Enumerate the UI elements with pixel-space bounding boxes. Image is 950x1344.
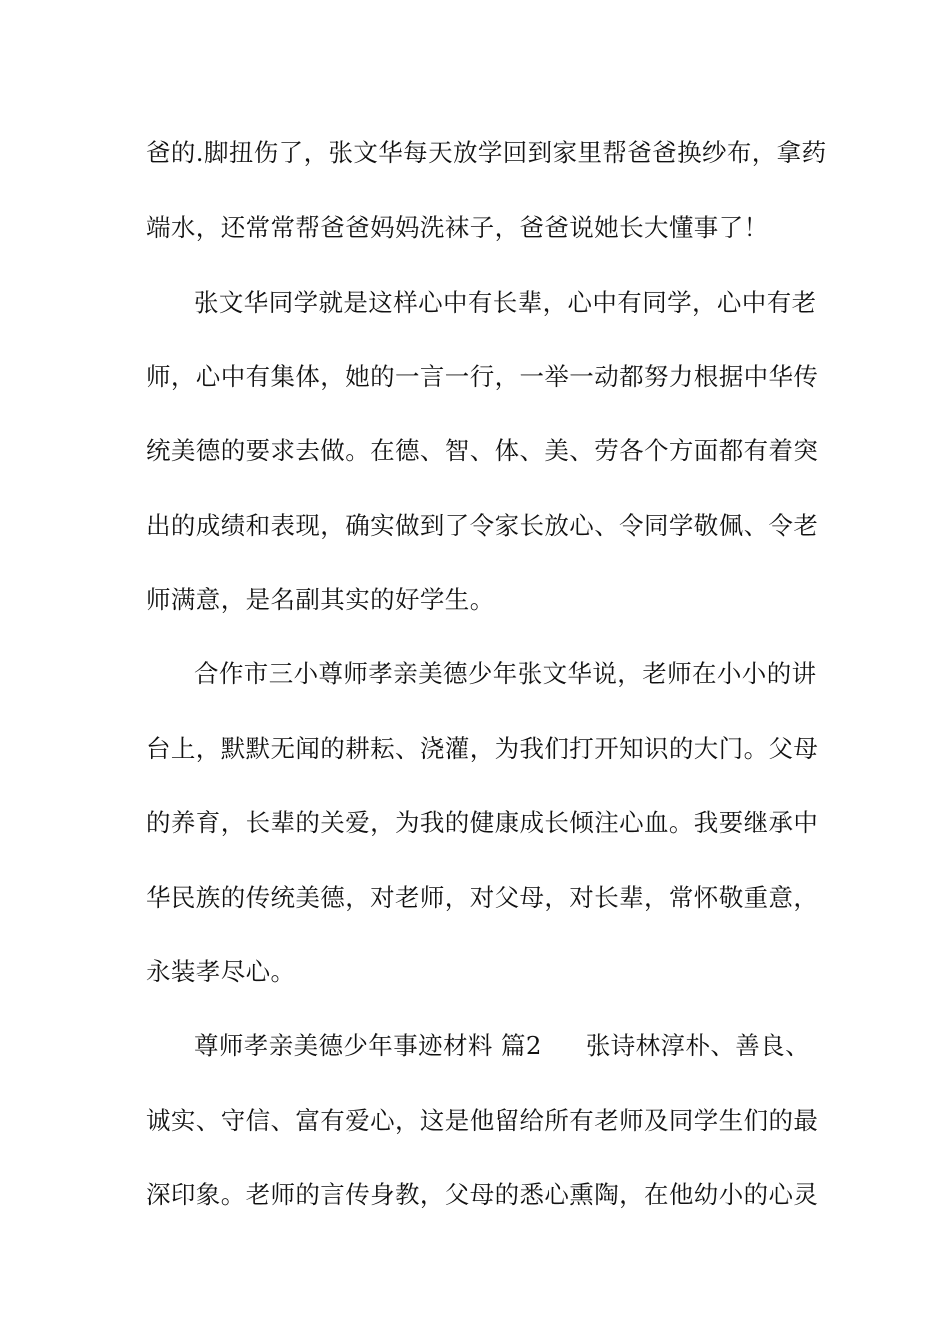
text-line: 出的成绩和表现，确实做到了令家长放心、令同学敬佩、令老 <box>146 511 819 540</box>
text-line: 深印象。老师的言传身教，父母的悉心熏陶，在他幼小的心灵 <box>146 1180 819 1209</box>
section-heading-line <box>194 1031 810 1061</box>
text-line: 爸的.脚扭伤了，张文华每天放学回到家里帮爸爸换纱布，拿药 <box>146 138 827 167</box>
text-line: 永装孝尽心。 <box>146 957 296 986</box>
text-line: 师，心中有集体，她的一言一行，一举一动都努力根据中华传 <box>146 362 819 391</box>
text-line: 华民族的传统美德，对老师，对父母，对长辈，常怀敬重意， <box>146 883 819 912</box>
text-line: 台上，默默无闻的耕耘、浇灌，为我们打开知识的大门。父母 <box>146 734 819 763</box>
section-heading: 尊师孝亲美德少年事迹材料 篇2 <box>194 1031 542 1060</box>
text-line: 的养育，长辈的关爱，为我的健康成长倾注心血。我要继承中 <box>146 808 819 837</box>
paragraph-start-text: 张诗林淳朴、善良、 <box>585 1031 810 1060</box>
text-line: 统美德的要求去做。在德、智、体、美、劳各个方面都有着突 <box>146 436 819 465</box>
paragraph-start-line: 合作市三小尊师孝亲美德少年张文华说，老师在小小的讲 <box>194 659 817 688</box>
text-line: 诚实、守信、富有爱心，这是他留给所有老师及同学生们的最 <box>146 1106 819 1135</box>
text-line: 端水，还常常帮爸爸妈妈洗袜子，爸爸说她长大懂事了！ <box>146 213 769 242</box>
paragraph-start-line: 张文华同学就是这样心中有长辈，心中有同学，心中有老 <box>194 288 817 317</box>
text-line: 师满意，是名副其实的好学生。 <box>146 585 495 614</box>
